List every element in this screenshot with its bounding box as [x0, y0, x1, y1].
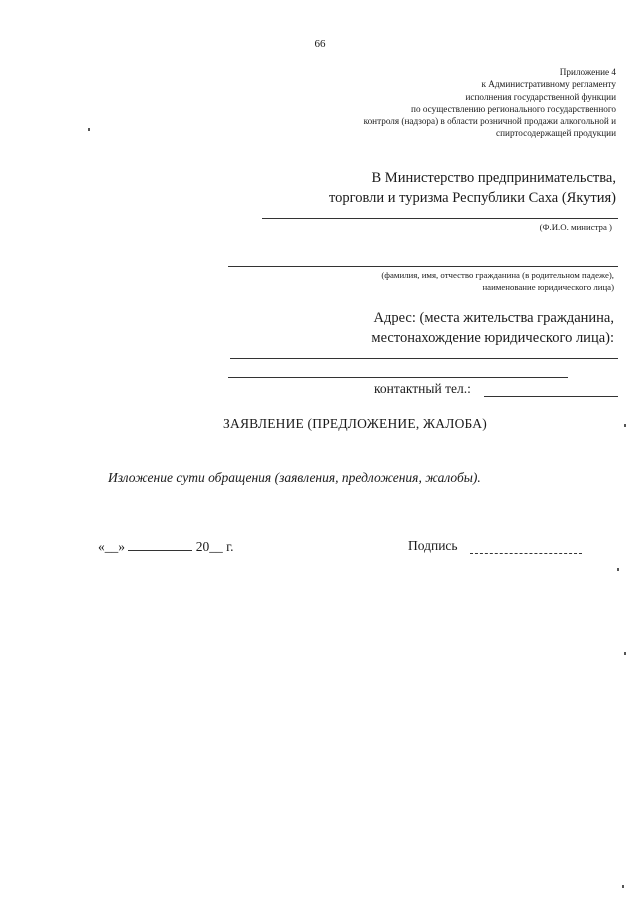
date-day-blank[interactable]: __ [104, 539, 119, 554]
applicant-caption-line-2: наименование юридического лица) [482, 281, 614, 292]
scan-speck [624, 652, 626, 655]
minister-name-line[interactable] [262, 218, 618, 219]
recipient-line-2: торговли и туризма Республики Саха (Якутия) [329, 190, 616, 206]
date-year-suffix: г. [226, 539, 234, 554]
signature-line[interactable] [470, 553, 582, 554]
annex-line: контроля (надзора) в области розничной продажи алкогольной и [363, 116, 616, 127]
date-open-quote: « [98, 539, 105, 554]
contact-label: контактный тел.: [374, 381, 471, 396]
annex-block [296, 66, 616, 140]
annex-line: к Административному регламенту [481, 79, 616, 90]
address-block [371, 308, 614, 348]
document-title: ЗАЯВЛЕНИЕ (ПРЕДЛОЖЕНИЕ, ЖАЛОБА) [223, 416, 487, 431]
scan-speck [622, 885, 624, 888]
address-line-1: Адрес: (места жительства гражданина, [373, 310, 614, 326]
annex-line: исполнения государственной функции [465, 91, 616, 102]
recipient-line-1: В Министерство предпринимательства, [371, 170, 616, 186]
date-field [98, 538, 234, 555]
date-year-blank[interactable]: __ [209, 539, 223, 554]
applicant-caption [381, 270, 614, 293]
scan-speck [88, 128, 90, 131]
address-line-blank-2[interactable] [228, 377, 568, 378]
date-close-quote: » [118, 539, 125, 554]
annex-line: Приложение 4 [559, 67, 616, 77]
annex-line: спиртосодержащей продукции [496, 128, 616, 139]
scan-speck [617, 568, 619, 571]
recipient-block [329, 168, 616, 208]
minister-caption: (Ф.И.О. министра ) [539, 222, 612, 232]
date-month-blank[interactable] [128, 538, 192, 551]
scan-speck [624, 424, 626, 427]
applicant-caption-line-1: (фамилия, имя, отчество гражданина (в родительном падеже), [381, 270, 614, 280]
address-line-2: местонахождение юридического лица): [371, 330, 614, 346]
contact-phone-line[interactable] [484, 396, 618, 397]
page-number: 66 [314, 38, 326, 50]
signature-field [408, 538, 458, 554]
address-line-blank-1[interactable] [230, 358, 618, 359]
signature-label: Подпись [408, 538, 458, 553]
date-year-prefix: 20 [195, 539, 210, 554]
applicant-name-line[interactable] [228, 266, 618, 267]
contact-phone [374, 381, 471, 397]
essence-text: Изложение сути обращения (заявления, предложения, жалобы). [108, 470, 481, 485]
annex-line: по осуществлению регионального государственного [411, 103, 616, 114]
